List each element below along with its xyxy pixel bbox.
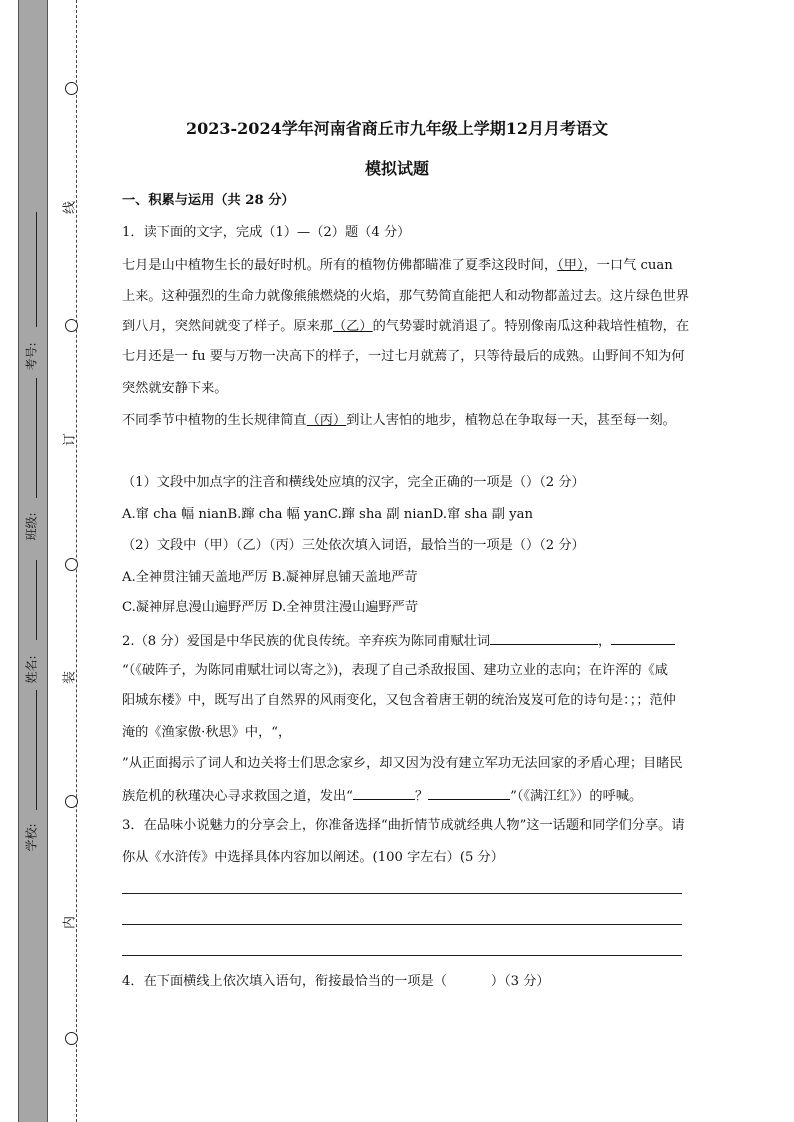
cut-word-zhuang: 装 [62, 671, 78, 685]
q1-p2 [122, 412, 676, 430]
q3-answer-line[interactable] [122, 893, 682, 894]
q1-blank-bing: （丙） [306, 413, 347, 428]
q2-line3: 阳城东楼》中，既写出了自然界的风雨变化，又包含着唐王朝的统治岌岌可危的诗句是：；；范仲 [122, 693, 676, 708]
q3-answer-line[interactable] [122, 924, 682, 925]
q2-line4: 淹的《渔家傲·秋思》中，“， [122, 725, 292, 740]
q2-line1-text: 2.（8 分）爱国是中华民族的优良传统。辛弃疾为陈同甫赋壮词 [122, 634, 491, 649]
q2-blank-1[interactable] [490, 631, 598, 645]
q2-line2: “（《破阵子，为陈同甫赋壮词以寄之》)，表现了自己杀敌报国、建功立业的志向；在许浑的《咸 [122, 663, 668, 678]
binding-hole [65, 795, 78, 808]
q1-blank-yi: （乙） [333, 319, 373, 334]
q1-p1-line1-text: 七月是山中植物生长的最好时机。所有的植物仿佛都瞄准了夏季这段时间， [122, 258, 558, 273]
q3-line1: 3．在品味小说魅力的分享会上，你准备选择“曲折情节成就经典人物”这一话题和同学们分享。请 [122, 818, 685, 833]
q1-sub1-options: A.窜 cha 幅 nianB.蹿 cha 幅 yanC.蹿 sha 副 nianD.窜 sha 副 yan [122, 507, 533, 522]
q4-line [122, 973, 550, 991]
q2-line5: ”从正面揭示了词人和边关将士们思念家乡，却又因为没有建立军功无法回家的矛盾心理；目睹民 [122, 756, 683, 771]
cut-word-ding: 订 [62, 433, 78, 447]
q3-line2: 你从《水浒传》中选择具体内容加以阐述。(100 字左右）(5 分） [122, 850, 504, 865]
field-exam-number-label: 考号: [24, 342, 39, 371]
q2-blank-4[interactable] [428, 786, 510, 800]
cut-word-xian: 线 [62, 201, 78, 215]
q2-line6-tail: ”（《满江红》）的呼喊。 [510, 789, 643, 804]
binding-hole [65, 82, 78, 95]
q1-p1-line1-tail: ，一口气 cuan [583, 258, 673, 273]
q2-blank-3[interactable] [353, 786, 415, 800]
section-heading: 一、积累与运用（共 28 分） [122, 193, 295, 208]
field-class-line[interactable] [36, 378, 37, 498]
q4-text: 4．在下面横线上依次填入语句，衔接最恰当的一项是（ [122, 974, 447, 989]
q2-line1 [122, 631, 675, 651]
q2-line6 [122, 786, 642, 806]
q2-line6-text: 族危机的秋瑾决心寻求救国之道，发出“ [122, 789, 353, 804]
binding-hole [65, 319, 78, 332]
page-title: 2023-2024学年河南省商丘市九年级上学期12月月考语文 [186, 119, 608, 138]
q1-sub2: （2）文段中（甲）（乙）（丙）三处依次填入词语，最恰当的一项是（）（2 分） [122, 538, 585, 553]
q1-p1-line4: 七月还是一 fu 要与万物一决高下的样子，一过七月就蔫了，只等待最后的成熟。山野间不知为何 [122, 349, 685, 364]
cut-word-nei: 内 [62, 916, 78, 930]
q4-tail: ）（3 分） [490, 974, 550, 989]
q1-p2-text: 不同季节中植物的生长规律简直 [122, 413, 307, 428]
q2-line1-comma: ， [598, 634, 612, 649]
q3-answer-line[interactable] [122, 955, 682, 956]
field-exam-number-line[interactable] [36, 212, 37, 327]
binding-hole [65, 558, 78, 571]
q1-sub2-options-1: A.全神贯注铺天盖地严厉 B.凝神屏息铺天盖地严苛 [122, 570, 418, 585]
q2-blank-2[interactable] [611, 631, 675, 645]
q1-sub1: （1）文段中加点字的注音和横线处应填的汉字，完全正确的一项是（）（2 分） [122, 475, 585, 490]
field-school-line[interactable] [36, 690, 37, 810]
q1-p1-line3-text: 到八月，突然间就变了样子。原来那 [122, 319, 333, 334]
field-class-label: 班级: [24, 512, 39, 541]
q1-p2-tail: 到让人害怕的地步，植物总在争取每一天，甚至每一刻。 [346, 413, 676, 428]
field-school-label: 学校: [24, 823, 39, 852]
q1-intro: 1．读下面的文字，完成（1）—（2）题（4 分） [122, 225, 411, 240]
q1-blank-jia: （甲） [557, 258, 584, 273]
field-name-label: 姓名: [24, 655, 39, 684]
q1-p1-line2: 上来。这种强烈的生命力就像熊熊燃烧的火焰，那气势简直能把人和动物都盖过去。这片绿色世界 [122, 289, 690, 304]
q1-p1-line3-tail: 的气势霎时就消退了。特别像南瓜这种栽培性植物，在 [372, 319, 690, 334]
binding-hole [65, 1032, 78, 1045]
q1-sub2-options-2: C.凝神屏息漫山遍野严厉 D.全神贯注漫山遍野严苛 [122, 600, 419, 615]
q2-line6-question: ？ [414, 789, 429, 804]
q1-p1-line1 [122, 257, 673, 275]
q1-p1-line3 [122, 318, 689, 336]
field-name-line[interactable] [36, 560, 37, 640]
q1-p1-line5: 突然就安静下来。 [122, 381, 228, 396]
page-subtitle: 模拟试题 [364, 159, 429, 178]
